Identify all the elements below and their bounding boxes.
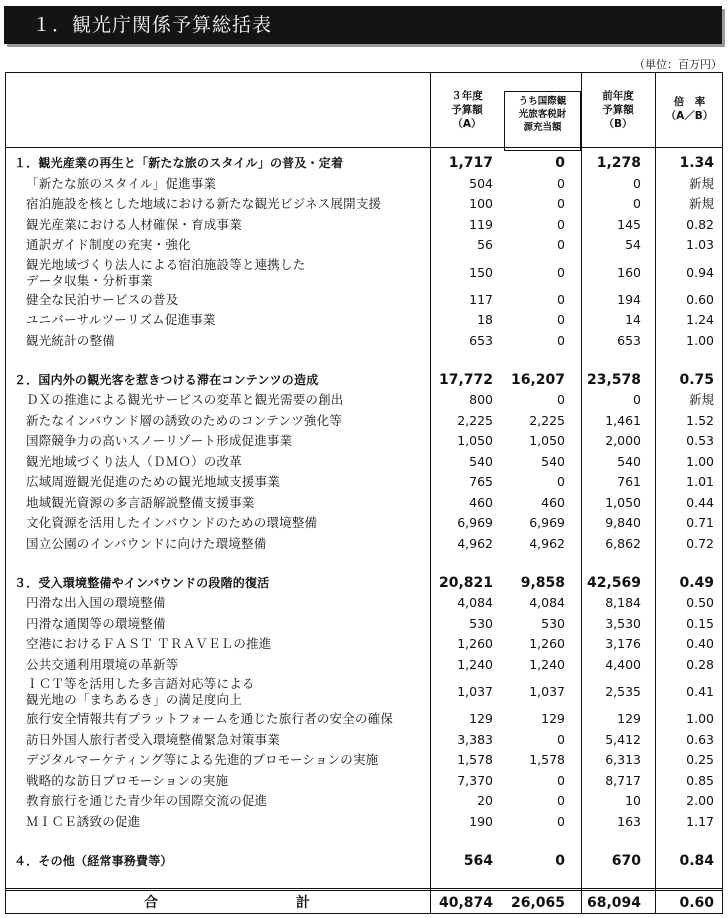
cell-tax-b: 9,858 bbox=[520, 574, 565, 591]
item-name: 訪日外国人旅行者受入環境整備緊急対策事業 bbox=[26, 731, 281, 747]
cell-budget-b: 42,569 bbox=[586, 574, 641, 591]
cell-ratio: 0.71 bbox=[686, 515, 714, 530]
table-row bbox=[6, 194, 722, 214]
cell-ratio: 1.52 bbox=[686, 412, 714, 428]
cell-ratio: 1.03 bbox=[686, 237, 714, 252]
cell-tax-b: 1,037 bbox=[529, 684, 565, 699]
cell-ratio: 0.60 bbox=[686, 291, 714, 307]
cell-ratio: 0.50 bbox=[686, 595, 714, 610]
cell-budget-a: 7,370 bbox=[457, 772, 493, 788]
cell-budget-a: 4,084 bbox=[457, 595, 493, 610]
item-name: 宿泊施設を核とした地域における新たな観光ビジネス展開支援 bbox=[26, 196, 382, 211]
cell-ratio: 新規 bbox=[688, 196, 714, 211]
table-row bbox=[6, 534, 722, 554]
cell-budget-a: 100 bbox=[469, 196, 493, 211]
cell-budget-b: 14 bbox=[625, 312, 641, 327]
item-name: ＭＩＣＥ誘致の促進 bbox=[26, 813, 141, 829]
cell-tax-b: 0 bbox=[557, 731, 565, 747]
cell-ratio: 0.85 bbox=[686, 772, 714, 788]
cell-budget-b: 3,530 bbox=[605, 615, 641, 631]
item-name: 国立公園のインバウンドに向けた環境整備 bbox=[26, 535, 267, 551]
cell-tax-b: 0 bbox=[557, 392, 565, 407]
cell-budget-a: 3,383 bbox=[457, 731, 493, 747]
cell-budget-a: 653 bbox=[469, 332, 493, 348]
table-row bbox=[6, 709, 722, 729]
cell-budget-b: 23,578 bbox=[586, 371, 641, 388]
table-row bbox=[6, 771, 722, 791]
cell-ratio: 1.34 bbox=[679, 155, 714, 171]
total-tax-b: 26,065 bbox=[510, 895, 565, 911]
table-row bbox=[6, 513, 722, 533]
table-row bbox=[6, 493, 722, 513]
cell-tax-b: 0 bbox=[555, 852, 565, 869]
table-row bbox=[6, 655, 722, 675]
table-row bbox=[6, 174, 722, 194]
item-name: デジタルマーケティング等による先進的プロモーションの実施 bbox=[26, 752, 379, 767]
cell-budget-a: 190 bbox=[469, 813, 493, 829]
cell-tax-b: 0 bbox=[557, 216, 565, 232]
cell-budget-a: 530 bbox=[469, 615, 493, 631]
cell-ratio: 0.63 bbox=[686, 731, 714, 747]
item-name: 広域周遊観光促進のための観光地域支援事業 bbox=[26, 474, 281, 489]
section-row bbox=[6, 370, 722, 390]
cell-ratio: 0.25 bbox=[686, 752, 714, 767]
item-name: 円滑な出入国の環境整備 bbox=[26, 595, 166, 610]
cell-ratio: 1.01 bbox=[686, 474, 714, 489]
cell-budget-b: 8,184 bbox=[605, 595, 641, 610]
cell-tax-b: 0 bbox=[557, 813, 565, 829]
cell-budget-a: 117 bbox=[469, 291, 493, 307]
total-row bbox=[6, 893, 722, 913]
section-row bbox=[6, 851, 722, 871]
cell-ratio: 0.41 bbox=[686, 684, 714, 699]
cell-ratio: 0.49 bbox=[679, 574, 714, 591]
cell-tax-b: 4,084 bbox=[529, 595, 565, 610]
item-name: 通訳ガイド制度の充実・強化 bbox=[26, 237, 191, 252]
cell-tax-b: 530 bbox=[541, 615, 565, 631]
header-budget-a: ３年度 予算額 （A） bbox=[451, 90, 483, 130]
cell-budget-b: 163 bbox=[617, 813, 641, 829]
cell-tax-b: 16,207 bbox=[510, 371, 565, 388]
cell-budget-b: 2,000 bbox=[605, 433, 641, 448]
table-row bbox=[6, 235, 722, 255]
cell-budget-b: 540 bbox=[617, 453, 641, 469]
page-title: １．観光庁関係予算総括表 bbox=[4, 6, 722, 44]
cell-budget-a: 1,578 bbox=[457, 752, 493, 767]
cell-tax-b: 129 bbox=[541, 711, 565, 726]
cell-budget-a: 20,821 bbox=[438, 574, 493, 591]
table-row bbox=[6, 750, 722, 770]
cell-ratio: 0.44 bbox=[686, 494, 714, 510]
section-title: ４．その他（経常事務費等） bbox=[14, 853, 173, 868]
cell-budget-b: 4,400 bbox=[605, 656, 641, 672]
item-name-line-2: データ収集・分析事業 bbox=[26, 272, 154, 288]
cell-tax-b: 4,962 bbox=[529, 535, 565, 551]
cell-budget-a: 6,969 bbox=[457, 515, 493, 530]
cell-budget-b: 0 bbox=[633, 392, 641, 407]
cell-ratio: 新規 bbox=[688, 392, 714, 407]
cell-ratio: 0.40 bbox=[686, 636, 714, 651]
cell-tax-b: 1,050 bbox=[529, 433, 565, 448]
cell-budget-a: 18 bbox=[477, 312, 493, 327]
cell-tax-b: 0 bbox=[555, 155, 565, 171]
cell-ratio: 0.84 bbox=[679, 852, 714, 869]
table-row bbox=[6, 411, 722, 431]
total-label-2: 計 bbox=[296, 895, 310, 911]
item-name: 国際競争力の高いスノーリゾート形成促進事業 bbox=[26, 433, 293, 448]
cell-ratio: 新規 bbox=[688, 175, 714, 191]
total-budget-a: 40,874 bbox=[438, 895, 493, 911]
item-name: ユニバーサルツーリズム促進事業 bbox=[26, 312, 216, 327]
cell-tax-b: 6,969 bbox=[529, 515, 565, 530]
table-row bbox=[6, 215, 722, 235]
cell-budget-a: 540 bbox=[469, 453, 493, 469]
item-name: 空港におけるＦＡＳＴ ＴＲＡＶＥＬの推進 bbox=[26, 636, 272, 651]
item-name: 円滑な通関等の環境整備 bbox=[26, 615, 166, 631]
cell-budget-b: 653 bbox=[617, 332, 641, 348]
section-title: ２．国内外の観光客を惹きつける滞在コンテンツの造成 bbox=[14, 372, 319, 387]
header-budget-b: 前年度 予算額 （B） bbox=[602, 90, 634, 130]
cell-ratio: 0.15 bbox=[686, 615, 714, 631]
table-row bbox=[6, 730, 722, 750]
cell-ratio: 0.28 bbox=[686, 656, 714, 672]
cell-ratio: 0.72 bbox=[686, 535, 714, 551]
cell-budget-a: 20 bbox=[477, 793, 493, 808]
total-ratio: 0.60 bbox=[679, 895, 714, 911]
unit-label: （単位：百万円） bbox=[634, 58, 722, 71]
cell-tax-b: 0 bbox=[557, 175, 565, 191]
cell-budget-b: 1,278 bbox=[596, 155, 641, 171]
cell-tax-b: 0 bbox=[557, 196, 565, 211]
item-name-line-2: 観光地の「まちあるき」の満足度向上 bbox=[26, 692, 242, 707]
cell-tax-b: 1,240 bbox=[529, 656, 565, 672]
cell-budget-b: 6,862 bbox=[605, 535, 641, 551]
cell-budget-b: 9,840 bbox=[605, 515, 641, 530]
table-row bbox=[6, 290, 722, 310]
section-title: ３．受入環境整備やインバウンドの段階的復活 bbox=[14, 575, 270, 590]
cell-tax-b: 0 bbox=[557, 793, 565, 808]
cell-budget-b: 1,461 bbox=[605, 412, 641, 428]
item-name bbox=[26, 257, 305, 289]
cell-budget-b: 10 bbox=[625, 793, 641, 808]
cell-budget-a: 150 bbox=[469, 264, 493, 280]
table-row bbox=[6, 390, 722, 410]
table-row bbox=[6, 331, 722, 351]
cell-tax-b: 0 bbox=[557, 237, 565, 252]
item-name: 公共交通利用環境の革新等 bbox=[26, 656, 179, 672]
cell-budget-a: 1,260 bbox=[457, 636, 493, 651]
table-row bbox=[6, 472, 722, 492]
header-ratio: 倍 率 （A／B） bbox=[665, 96, 714, 122]
cell-budget-b: 6,313 bbox=[605, 752, 641, 767]
item-name: 教育旅行を通じた青少年の国際交流の促進 bbox=[26, 793, 268, 808]
cell-budget-b: 5,412 bbox=[605, 731, 641, 747]
total-budget-b: 68,094 bbox=[586, 895, 641, 911]
cell-budget-a: 1,050 bbox=[457, 433, 493, 448]
cell-ratio: 1.24 bbox=[686, 312, 714, 327]
cell-ratio: 1.17 bbox=[686, 813, 714, 829]
table-row bbox=[6, 593, 722, 613]
cell-budget-a: 1,717 bbox=[448, 155, 493, 171]
item-name: 戦略的な訪日プロモーションの実施 bbox=[26, 772, 229, 788]
cell-budget-b: 8,717 bbox=[605, 772, 641, 788]
item-name: ＤＸの推進による観光サービスの変革と観光需要の創出 bbox=[26, 392, 344, 407]
section-row bbox=[6, 153, 722, 173]
cell-budget-a: 765 bbox=[469, 474, 493, 489]
cell-tax-b: 0 bbox=[557, 474, 565, 489]
cell-tax-b: 460 bbox=[541, 494, 565, 510]
budget-table bbox=[5, 72, 723, 914]
item-name: 旅行安全情報共有プラットフォームを通じた旅行者の安全の確保 bbox=[26, 711, 394, 726]
table-row bbox=[6, 812, 722, 832]
cell-budget-a: 56 bbox=[477, 237, 493, 252]
item-name: 観光統計の整備 bbox=[26, 332, 115, 348]
item-name: 観光産業における人材確保・育成事業 bbox=[26, 216, 242, 232]
cell-budget-b: 761 bbox=[617, 474, 641, 489]
cell-budget-b: 0 bbox=[633, 196, 641, 211]
item-name: 地域観光資源の多言語解説整備支援事業 bbox=[26, 494, 255, 510]
item-name: 「新たな旅のスタイル」促進事業 bbox=[26, 175, 217, 191]
cell-tax-b: 0 bbox=[557, 264, 565, 280]
cell-tax-b: 2,225 bbox=[529, 412, 565, 428]
cell-ratio: 2.00 bbox=[686, 793, 714, 808]
total-label-1: 合 bbox=[144, 895, 158, 911]
cell-budget-b: 194 bbox=[617, 291, 641, 307]
cell-budget-b: 0 bbox=[633, 175, 641, 191]
table-row bbox=[6, 256, 722, 290]
cell-tax-b: 1,578 bbox=[529, 752, 565, 767]
cell-budget-a: 17,772 bbox=[438, 371, 493, 388]
item-name-line-1: ＩＣＴ等を活用した多言語対応等による bbox=[26, 676, 255, 691]
cell-tax-b: 0 bbox=[557, 332, 565, 348]
cell-budget-b: 54 bbox=[625, 237, 641, 252]
table-row bbox=[6, 614, 722, 634]
cell-budget-b: 2,535 bbox=[605, 684, 641, 699]
cell-budget-b: 3,176 bbox=[605, 636, 641, 651]
item-name bbox=[26, 676, 255, 708]
cell-tax-b: 540 bbox=[541, 453, 565, 469]
item-name-line-1: 観光地域づくり法人による宿泊施設等と連携した bbox=[26, 256, 306, 272]
cell-tax-b: 1,260 bbox=[529, 636, 565, 651]
cell-ratio: 1.00 bbox=[686, 711, 714, 726]
cell-ratio: 0.94 bbox=[686, 264, 714, 280]
cell-ratio: 0.75 bbox=[679, 371, 714, 388]
item-name: 新たなインバウンド層の誘致のためのコンテンツ強化等 bbox=[26, 412, 343, 428]
total-divider bbox=[6, 888, 722, 891]
section-title: １．観光産業の再生と「新たな旅のスタイル」の普及・定着 bbox=[14, 156, 344, 170]
table-row bbox=[6, 431, 722, 451]
cell-budget-b: 160 bbox=[617, 264, 641, 280]
header-divider bbox=[6, 147, 722, 148]
cell-ratio: 0.53 bbox=[686, 433, 714, 448]
cell-tax-b: 0 bbox=[557, 772, 565, 788]
table-row bbox=[6, 791, 722, 811]
cell-budget-a: 564 bbox=[463, 852, 493, 869]
cell-budget-b: 145 bbox=[617, 216, 641, 232]
cell-ratio: 0.82 bbox=[686, 216, 714, 232]
table-row bbox=[6, 452, 722, 472]
cell-ratio: 1.00 bbox=[686, 453, 714, 469]
cell-budget-a: 460 bbox=[469, 494, 493, 510]
cell-budget-a: 800 bbox=[469, 392, 493, 407]
header-tax-b: うち国際観 光旅客税財 源充当額 bbox=[518, 96, 567, 133]
cell-budget-a: 119 bbox=[469, 216, 493, 232]
table-row bbox=[6, 310, 722, 330]
cell-budget-b: 129 bbox=[617, 711, 641, 726]
table-row bbox=[6, 675, 722, 709]
item-name: 文化資源を活用したインバウンドのための環境整備 bbox=[26, 515, 318, 530]
item-name: 観光地域づくり法人（ＤＭＯ）の改革 bbox=[26, 453, 242, 469]
cell-ratio: 1.00 bbox=[686, 332, 714, 348]
cell-budget-a: 4,962 bbox=[457, 535, 493, 551]
cell-budget-a: 1,240 bbox=[457, 656, 493, 672]
cell-tax-b: 0 bbox=[557, 291, 565, 307]
cell-budget-a: 504 bbox=[469, 175, 493, 191]
cell-budget-b: 1,050 bbox=[605, 494, 641, 510]
cell-budget-a: 129 bbox=[469, 711, 493, 726]
section-row bbox=[6, 573, 722, 593]
cell-budget-a: 1,037 bbox=[457, 684, 493, 699]
cell-budget-b: 670 bbox=[611, 852, 641, 869]
cell-tax-b: 0 bbox=[557, 312, 565, 327]
cell-budget-a: 2,225 bbox=[457, 412, 493, 428]
table-row bbox=[6, 634, 722, 654]
item-name: 健全な民泊サービスの普及 bbox=[26, 291, 179, 307]
